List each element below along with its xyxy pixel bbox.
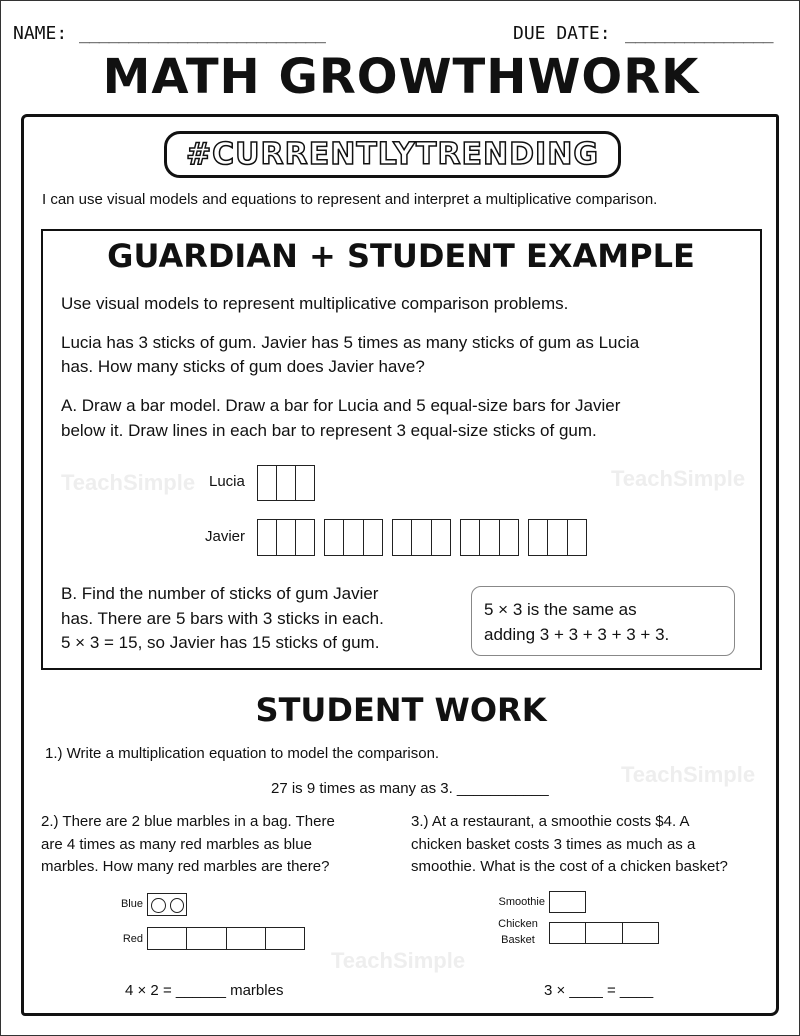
javier-bar <box>392 519 451 556</box>
learning-objective: I can use visual models and equations to represent and interpret a multiplicative comparison. <box>42 191 658 208</box>
chicken-basket-bar[interactable] <box>549 922 659 944</box>
watermark: TeachSimple <box>61 470 196 495</box>
question-3: smoothie. What is the cost of a chicken basket? <box>411 858 728 875</box>
callout-text: 5 × 3 is the same as <box>484 600 637 619</box>
example-intro: Use visual models to represent multiplicative comparison problems. <box>61 294 569 313</box>
page-title: MATH GROWTHWORK <box>102 49 700 105</box>
smoothie-label: Smoothie <box>498 896 545 908</box>
lucia-bar <box>257 465 315 501</box>
watermark: TeachSimple <box>611 466 746 491</box>
watermark: TeachSimple <box>621 762 756 787</box>
due-date-field[interactable]: _______________ <box>625 23 773 44</box>
callout-text: adding 3 + 3 + 3 + 3 + 3. <box>484 625 670 644</box>
student-work-heading: STUDENT WORK <box>255 691 547 729</box>
example-problem: Lucia has 3 sticks of gum. Javier has 5 times as many sticks of gum as Lucia <box>61 333 640 352</box>
question-2: marbles. How many red marbles are there? <box>41 858 330 875</box>
chicken-label: Chicken <box>498 918 538 930</box>
part-b-text: 5 × 3 = 15, so Javier has 15 sticks of gum. <box>61 633 380 652</box>
due-date-label: DUE DATE: <box>513 23 611 44</box>
example-heading: GUARDIAN + STUDENT EXAMPLE <box>107 237 695 275</box>
question-2: 2.) There are 2 blue marbles in a bag. There <box>41 813 335 830</box>
question-2-equation[interactable]: 4 × 2 = ______ marbles <box>125 982 284 999</box>
topic-badge: #CURRENTLYTRENDING <box>164 131 621 178</box>
question-3: chicken basket costs 3 times as much as a <box>411 836 696 853</box>
example-problem: has. How many sticks of gum does Javier have? <box>61 357 425 376</box>
part-b-text: has. There are 5 bars with 3 sticks in each. <box>61 609 384 628</box>
question-3-equation[interactable]: 3 × ____ = ____ <box>544 982 654 999</box>
basket-label: Basket <box>501 934 535 946</box>
part-a-text: below it. Draw lines in each bar to represent 3 equal-size sticks of gum. <box>61 421 597 440</box>
lucia-label: Lucia <box>209 473 245 490</box>
javier-bar <box>460 519 519 556</box>
red-marbles-bar[interactable] <box>147 927 305 950</box>
name-label: NAME: <box>13 23 68 44</box>
javier-bar <box>324 519 383 556</box>
part-b-text: B. Find the number of sticks of gum Javier <box>61 584 379 603</box>
part-a-text: A. Draw a bar model. Draw a bar for Lucia and 5 equal-size bars for Javier <box>61 396 621 415</box>
javier-bar <box>528 519 587 556</box>
marble-icon <box>151 898 166 913</box>
javier-label: Javier <box>205 528 246 545</box>
smoothie-box[interactable] <box>549 891 586 913</box>
javier-bar <box>257 519 315 556</box>
hint-callout <box>471 586 735 656</box>
blue-label: Blue <box>120 898 143 910</box>
name-field[interactable]: _________________________ <box>79 23 325 44</box>
question-1: 1.) Write a multiplication equation to model the comparison. <box>45 745 440 762</box>
question-2: are 4 times as many red marbles as blue <box>41 836 312 853</box>
watermark: TeachSimple <box>331 948 466 973</box>
marble-icon <box>170 898 185 913</box>
blue-marbles-box <box>147 893 187 916</box>
red-label: Red <box>122 933 143 945</box>
question-1-statement[interactable]: 27 is 9 times as many as 3. ___________ <box>271 780 549 797</box>
question-3: 3.) At a restaurant, a smoothie costs $4. A <box>411 813 690 830</box>
